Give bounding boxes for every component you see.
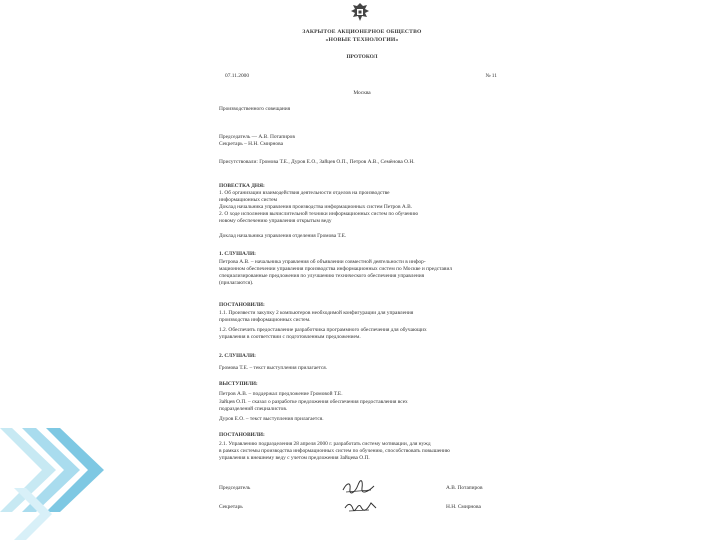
spoke-line: Зайцев О.П. – сказал о разработке предложения обеспечения предоставления всех <box>219 399 408 405</box>
doc-type: ПРОТОКОЛ <box>346 54 378 60</box>
decision2-heading: ПОСТАНОВИЛИ: <box>219 432 265 438</box>
meeting-title: Производственного совещания <box>219 106 291 112</box>
decision1-line: 1.1. Произвести закупку 2 компьютеров необходимой конфигурации для управления <box>219 310 414 316</box>
agenda-heading: ПОВЕСТКА ДНЯ: <box>219 183 265 189</box>
chair-signature <box>341 478 377 496</box>
decorative-arrows <box>0 0 200 540</box>
agenda-item: Доклад начальника управления производства информационных систем Петров А.В. <box>219 204 413 210</box>
org-name-line2: «НОВЫЕ ТЕХНОЛОГИИ» <box>325 37 399 43</box>
section1-line: (прилагаются). <box>219 280 254 286</box>
org-name-line1: ЗАКРЫТОЕ АКЦИОНЕРНОЕ ОБЩЕСТВО <box>302 29 422 35</box>
spoke-line: подразделений специалистов. <box>219 406 288 412</box>
chair-role: Председатель <box>219 485 251 491</box>
agenda-item: 2. О ходе исполнения вычислительной техники информационных систем по обучению <box>219 211 419 217</box>
secretary-signature <box>343 497 379 515</box>
section1-line: специализированные предложения по улучшению технического обеспечения управления <box>219 273 425 279</box>
agenda-item: 1. Об организации взаимодействия деятельности отделов на производстве <box>219 190 390 196</box>
decision2-line: 2.1. Управлению подразделения 28 апреля 2000 г. разработать систему мотивации, для нужд <box>219 441 431 447</box>
decision2-line: управления к внешнему веду с учетом предложения Зайцева О.П. <box>219 455 370 461</box>
decision2-line: в рамках системы производства информационных систем по обучению, способствовать повышению <box>219 448 450 454</box>
spoke-line: Петров А.В. – поддержал предложение Громовой Т.Е. <box>219 391 343 397</box>
secretary-name: Н.Н. Смирнова <box>446 504 481 510</box>
secretary: Секретарь – Н.Н. Смирнова <box>219 141 283 147</box>
agenda-item: Доклад начальника управления отделения Громова Т.Е. <box>219 233 347 239</box>
doc-city: Москва <box>353 90 371 96</box>
decision1-heading: ПОСТАНОВИЛИ: <box>219 302 265 308</box>
section2-heading: 2. СЛУШАЛИ: <box>219 353 256 359</box>
spoke-line: Дуров Е.О. – текст выступления прилагается. <box>219 416 324 422</box>
doc-number: № 11 <box>485 73 497 79</box>
company-emblem-icon <box>347 2 373 24</box>
doc-date: 07.11.2000 <box>225 73 250 79</box>
present-list: Присутствовали: Громова Т.Е., Дуров Е.О., Зайцев О.П., Петров А.В., Семёнова О.Н. <box>219 159 415 165</box>
agenda-item: новому обеспечению управления открытым веду <box>219 218 332 224</box>
spoke-heading: ВЫСТУПИЛИ: <box>219 381 258 387</box>
section1-line: Петрова А.В. – начальника управления об объявлении совместной деятельности в инфор- <box>219 259 426 265</box>
section1-heading: 1. СЛУШАЛИ: <box>219 251 256 257</box>
document-page <box>213 0 511 540</box>
decision1-line: управления в соответствии с подготовленным предложением. <box>219 334 361 340</box>
section1-line: мационном обеспечении управления производства информационных систем по Москве и представил <box>219 266 453 272</box>
chairman: Председатель — А.В. Потапиров <box>219 134 295 140</box>
secretary-role: Секретарь <box>219 504 243 510</box>
decision1-line: производства информационных систем. <box>219 317 311 323</box>
decision1-line: 1.2. Обеспечить предоставление разработчика программного обеспечения для обучающих <box>219 327 427 333</box>
section2-line: Громова Т.Е. – текст выступления прилагается. <box>219 365 328 371</box>
agenda-item: информационных систем <box>219 197 278 203</box>
chair-name: А.В. Потапиров <box>446 485 483 491</box>
